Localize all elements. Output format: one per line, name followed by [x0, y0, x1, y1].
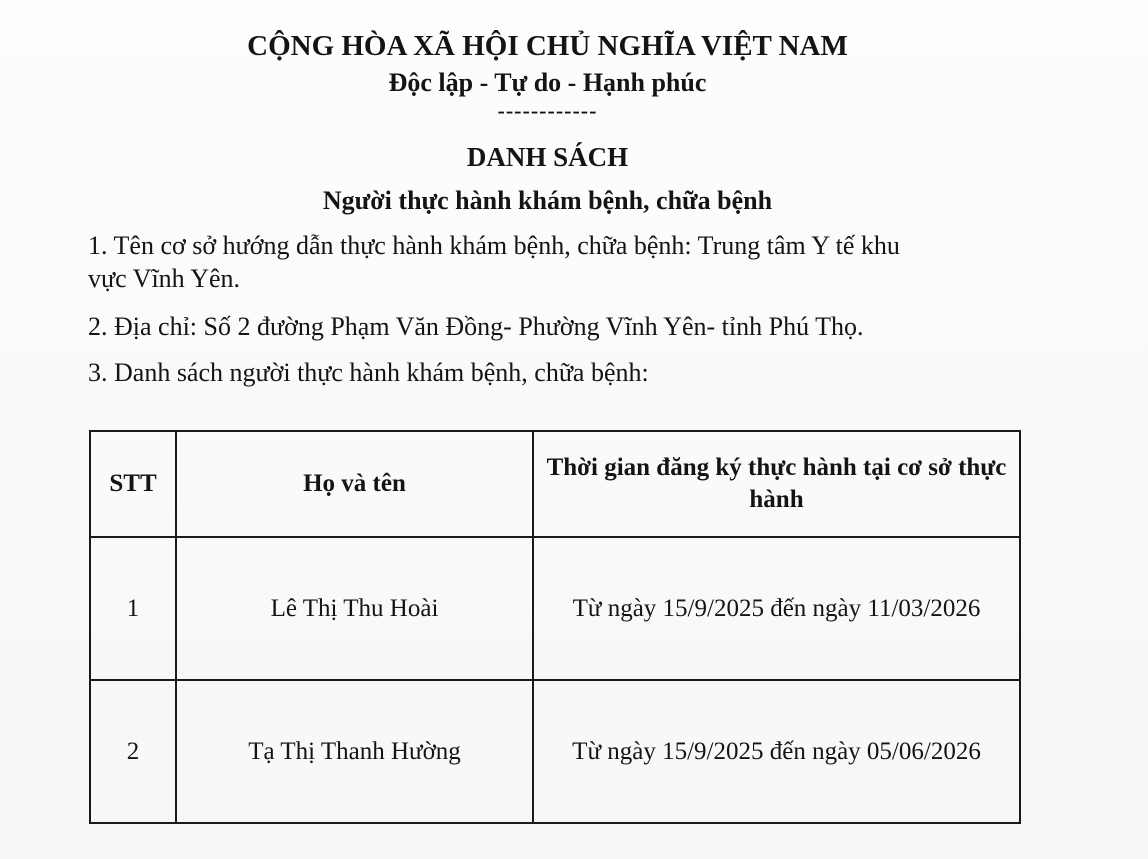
row-name: Lê Thị Thu Hoài	[176, 537, 533, 680]
header-stt: STT	[90, 431, 176, 537]
header-time: Thời gian đăng ký thực hành tại cơ sở thực hành	[533, 431, 1020, 537]
row-stt: 1	[90, 537, 176, 680]
document-title: DANH SÁCH	[466, 142, 629, 172]
table-header-row	[90, 431, 1020, 537]
row-stt: 2	[90, 680, 176, 823]
row-time: Từ ngày 15/9/2025 đến ngày 11/03/2026	[533, 537, 1020, 680]
list-intro: 3. Danh sách người thực hành khám bệnh, chữa bệnh:	[88, 358, 649, 387]
facility-address: 2. Địa chỉ: Số 2 đường Phạm Văn Đồng- Phường Vĩnh Yên- tỉnh Phú Thọ.	[88, 312, 864, 341]
country-name-heading: CỘNG HÒA XÃ HỘI CHỦ NGHĨA VIỆT NAM	[247, 30, 848, 62]
facility-name-line-1: 1. Tên cơ sở hướng dẫn thực hành khám bệnh, chữa bệnh: Trung tâm Y tế khu	[88, 231, 900, 260]
header-separator: ------------	[497, 98, 598, 123]
table-row	[90, 680, 1020, 823]
table-row	[90, 537, 1020, 680]
national-motto: Độc lập - Tự do - Hạnh phúc	[388, 68, 707, 97]
header-name: Họ và tên	[176, 431, 533, 537]
document-subtitle: Người thực hành khám bệnh, chữa bệnh	[322, 186, 773, 215]
row-time: Từ ngày 15/9/2025 đến ngày 05/06/2026	[533, 680, 1020, 823]
facility-name-line-2: vực Vĩnh Yên.	[88, 264, 241, 293]
practitioner-table	[89, 430, 1021, 824]
row-name: Tạ Thị Thanh Hường	[176, 680, 533, 823]
